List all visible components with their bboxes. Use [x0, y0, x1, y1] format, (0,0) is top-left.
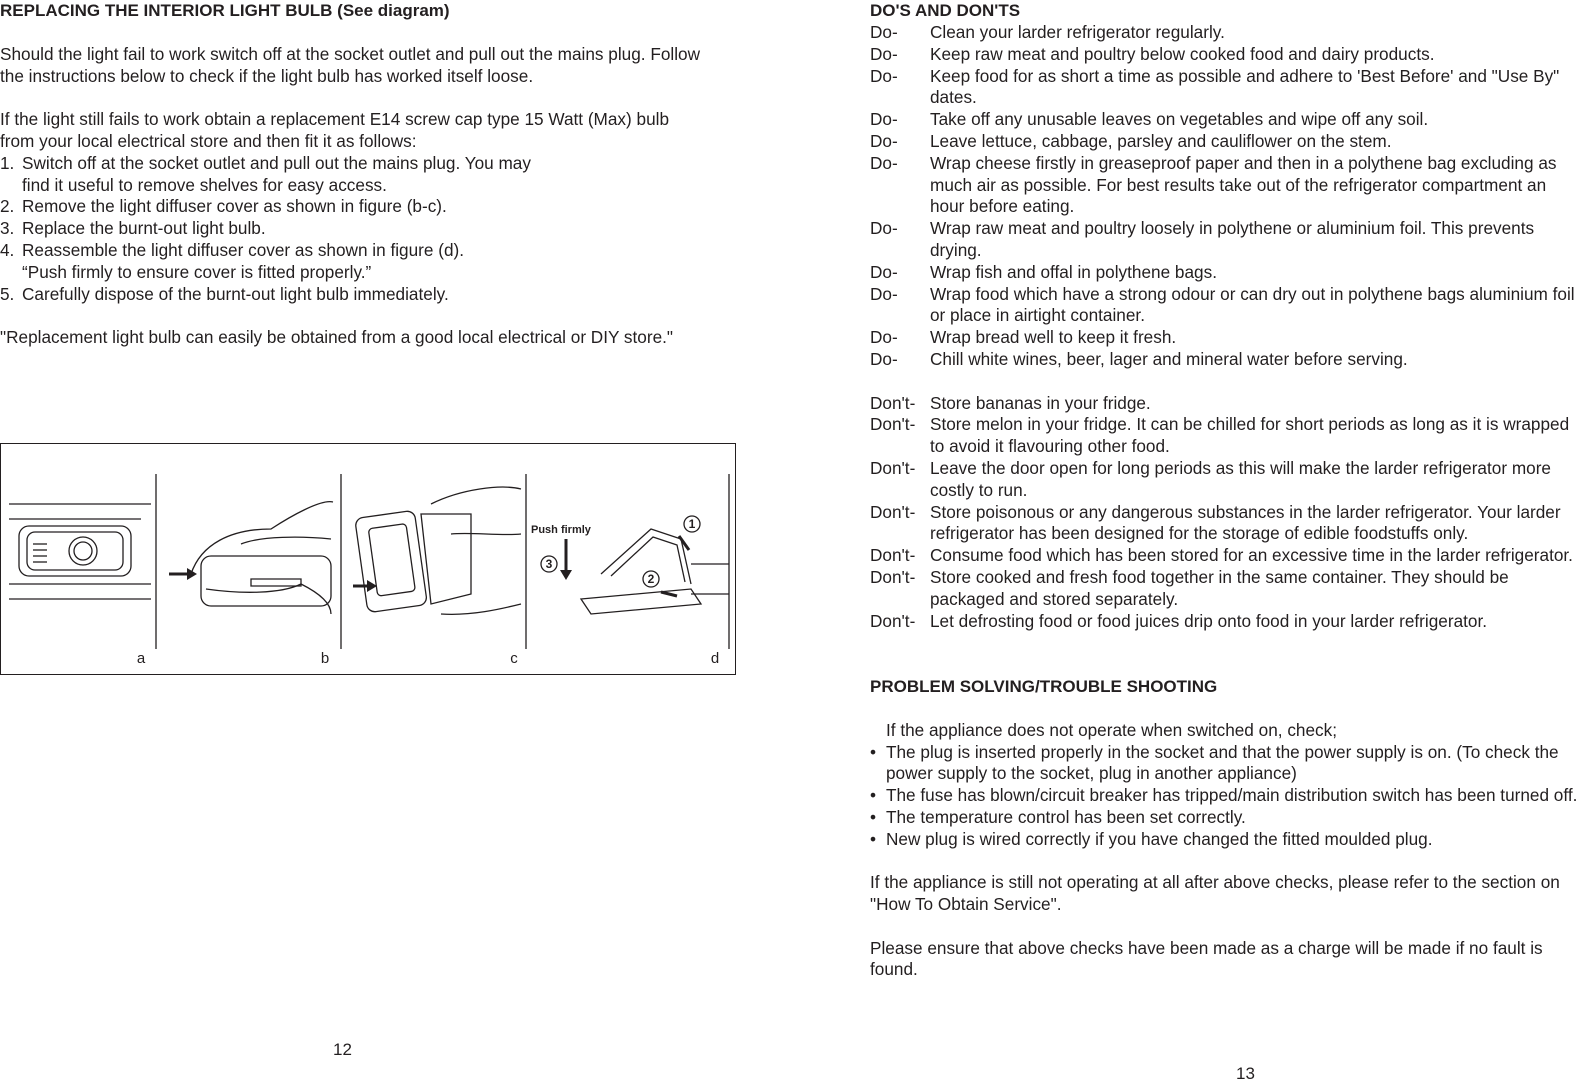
intro-paragraph: Should the light fail to work switch off at the socket outlet and pull out the mains plug. Follow the instructions below to check if the light bulb has worked itself loose. [0, 43, 700, 86]
step-text: Remove the light diffuser cover as shown in figure (b-c). [22, 196, 447, 217]
step-item [0, 284, 740, 306]
step-continuation: find it useful to remove shelves for easy access. [22, 174, 387, 195]
dont-text: Leave the door open for long periods as this will make the larder refrigerator more costly to run. [930, 457, 1551, 500]
do-text: Keep food for as short a time as possible and adhere to 'Best Before' and "Use By" dates. [930, 65, 1560, 108]
light-bulb-diagram [0, 443, 736, 675]
do-label: Do- [870, 283, 898, 304]
dont-item [870, 502, 1582, 546]
step-text: Switch off at the socket outlet and pull out the mains plug. You may [22, 152, 531, 173]
check-item [870, 742, 1582, 786]
do-text: Wrap food which have a strong odour or can dry out in polythene bags aluminium foil or place in airtight container. [930, 283, 1575, 326]
do-item [870, 44, 1582, 66]
do-item [870, 218, 1582, 262]
do-item [870, 153, 1582, 218]
dont-text: Store cooked and fresh food together in the same container. They should be packaged and stored separately. [930, 566, 1509, 609]
step-text: Carefully dispose of the burnt-out light bulb immediately. [22, 283, 449, 304]
steps-list [0, 153, 740, 306]
dont-text: Store melon in your fridge. It can be chilled for short periods as long as it is wrapped to avoid it flavouring other food. [930, 414, 1570, 457]
check-item [870, 785, 1582, 807]
step-item [0, 196, 740, 218]
check-text: The fuse has blown/circuit breaker has tripped/main distribution switch has been turned off. [886, 785, 1578, 806]
do-label: Do- [870, 327, 898, 348]
dos-list [870, 22, 1582, 371]
replacement-paragraph: If the light still fails to work obtain a replacement E14 screw cap type 15 Watt (Max) bulb from your local electrical store and then fit it as follows: [0, 109, 670, 151]
figure-label-c: c [510, 650, 518, 667]
step-continuation: “Push firmly to ensure cover is fitted properly.” [22, 261, 372, 282]
do-item [870, 131, 1582, 153]
step-text: Reassemble the light diffuser cover as shown in figure (d). [22, 239, 464, 260]
do-item [870, 284, 1582, 328]
charge-note-paragraph: Please ensure that above checks have been made as a charge will be made if no fault is found. [870, 937, 1543, 980]
dont-item [870, 611, 1582, 633]
step-number: 5. [0, 283, 15, 304]
dont-item [870, 458, 1582, 502]
dont-item [870, 393, 1582, 415]
dont-item [870, 545, 1582, 567]
dont-text: Store bananas in your fridge. [930, 392, 1151, 413]
diagram-drawing [1, 444, 737, 676]
do-label: Do- [870, 43, 898, 64]
panel-a-housing [9, 504, 151, 599]
dont-item [870, 567, 1582, 611]
dont-label: Don't- [870, 501, 916, 522]
do-text: Keep raw meat and poultry below cooked food and dairy products. [930, 43, 1435, 64]
bullet-glyph: • [870, 741, 877, 762]
do-item [870, 109, 1582, 131]
do-item [870, 349, 1582, 371]
do-label: Do- [870, 348, 898, 369]
do-label: Do- [870, 22, 898, 42]
do-label: Do- [870, 130, 898, 151]
do-item [870, 262, 1582, 284]
left-page [0, 0, 740, 349]
page-number-right: 13 [1236, 1064, 1255, 1083]
check-text: The temperature control has been set correctly. [886, 806, 1246, 827]
panel-c-hand [355, 487, 521, 614]
bullet-glyph: • [870, 806, 877, 827]
figure-label-a: a [136, 650, 146, 667]
step-item [0, 218, 740, 240]
do-text: Clean your larder refrigerator regularly. [930, 22, 1225, 42]
do-label: Do- [870, 65, 898, 86]
arrow-1 [679, 536, 689, 550]
dont-label: Don't- [870, 545, 916, 566]
do-text: Wrap raw meat and poultry loosely in polythene or aluminium foil. This prevents drying. [930, 218, 1535, 260]
do-text: Take off any unusable leaves on vegetables and wipe off any soil. [930, 109, 1429, 130]
dont-item [870, 414, 1582, 458]
problem-solving-heading: PROBLEM SOLVING/TROUBLE SHOOTING [870, 676, 1218, 696]
do-item [870, 327, 1582, 349]
closing-paragraph: "Replacement light bulb can easily be obtained from a good local electrical or DIY store." [0, 327, 674, 348]
dont-text: Let defrosting food or food juices drip onto food in your larder refrigerator. [930, 610, 1488, 631]
dont-label: Don't- [870, 392, 916, 413]
step-number: 3. [0, 218, 15, 239]
donts-list [870, 393, 1582, 633]
dont-label: Don't- [870, 610, 916, 631]
bullet-glyph: • [870, 828, 877, 849]
step-number: 4. [0, 239, 15, 260]
push-firmly-label: Push firmly [531, 524, 591, 536]
dont-label: Don't- [870, 566, 916, 587]
dos-donts-heading: DO'S AND DON'TS [870, 1, 1021, 20]
panel-b-hand [191, 502, 333, 614]
do-label: Do- [870, 109, 898, 130]
step-number: 1. [0, 152, 15, 173]
do-label: Do- [870, 261, 898, 282]
badge-1-label: 1 [688, 517, 696, 531]
check-text: The plug is inserted properly in the socket and that the power supply is on. (To check the power supply to the socket, plug in another appliance) [886, 741, 1559, 784]
figure-label-b: b [320, 650, 330, 667]
right-page [870, 0, 1582, 981]
still-not-paragraph: If the appliance is still not operating at all after above checks, please refer to the section on "How To Obtain Service". [870, 872, 1560, 915]
step-text: Replace the burnt-out light bulb. [22, 218, 266, 239]
dont-text: Store poisonous or any dangerous substances in the larder refrigerator. Your larder refrigerator has been designed for the storage of edible foodstuffs only. [930, 501, 1561, 544]
problem-intro: If the appliance does not operate when switched on, check; [886, 719, 1337, 740]
badge-2-label: 2 [647, 572, 655, 586]
light-bulb-heading: REPLACING THE INTERIOR LIGHT BULB (See diagram) [0, 1, 450, 20]
do-item [870, 66, 1582, 110]
do-text: Wrap fish and offal in polythene bags. [930, 261, 1217, 282]
checks-list [870, 742, 1582, 851]
step-item [0, 240, 740, 284]
step-number: 2. [0, 196, 15, 217]
do-text: Wrap cheese firstly in greaseproof paper and then in a polythene bag excluding as much air as possible. For best results take out of the refrigerator compartment an hour before eating. [930, 152, 1557, 217]
do-label: Do- [870, 152, 898, 173]
bullet-glyph: • [870, 785, 877, 806]
do-text: Wrap bread well to keep it fresh. [930, 327, 1177, 348]
step-item [0, 153, 740, 197]
check-item [870, 807, 1582, 829]
do-text: Chill white wines, beer, lager and mineral water before serving. [930, 348, 1408, 369]
check-item [870, 829, 1582, 851]
dont-label: Don't- [870, 457, 916, 478]
do-label: Do- [870, 218, 898, 239]
badge-3-label: 3 [545, 557, 553, 571]
check-text: New plug is wired correctly if you have changed the fitted moulded plug. [886, 828, 1433, 849]
page-number-left: 12 [333, 1040, 352, 1059]
arrow-2 [661, 592, 677, 596]
do-text: Leave lettuce, cabbage, parsley and cauliflower on the stem. [930, 130, 1392, 151]
dont-text: Consume food which has been stored for an excessive time in the larder refrigerator. [930, 545, 1573, 566]
figure-label-d: d [710, 650, 720, 667]
dont-label: Don't- [870, 414, 916, 435]
do-item [870, 22, 1582, 44]
